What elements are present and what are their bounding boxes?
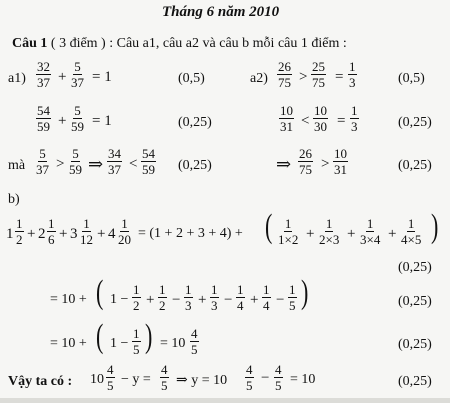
b-l3-result-frac: $\frac{4}{5}$ bbox=[191, 326, 198, 357]
a1-label: a1) bbox=[8, 71, 26, 86]
b-l1-mid: = (1 + 2 + 3 + 4) + bbox=[138, 226, 243, 241]
a2-l1-frac2: $\frac{25}{75}$ bbox=[312, 59, 325, 90]
b-l1-m1-frac: $\frac{1}{2}$ bbox=[16, 216, 23, 247]
a2-l3-op: > bbox=[321, 156, 330, 172]
b-l2-rparen: ) bbox=[301, 274, 309, 311]
a2-l3-frac1: $\frac{26}{75}$ bbox=[299, 146, 312, 177]
b-l3-eq: = 10 bbox=[160, 336, 186, 351]
b-l2-f3: $\frac{1}{3}$ bbox=[185, 282, 192, 313]
b-l4-end: = 10 bbox=[290, 372, 316, 387]
a1-l3-frac2: $\frac{5}{59}$ bbox=[69, 146, 82, 177]
b-l2-one: 1 − bbox=[110, 292, 129, 307]
a2-l2-frac3: $\frac{1}{3}$ bbox=[351, 103, 358, 134]
a2-l1-op1: > bbox=[299, 69, 308, 85]
b-l2-s4: − bbox=[224, 292, 233, 308]
a1-l2-rhs: = 1 bbox=[92, 113, 112, 129]
question-label: Câu 1 bbox=[12, 36, 48, 51]
b-l1-tplus1: + bbox=[306, 226, 315, 242]
a2-l1-score: (0,5) bbox=[398, 71, 425, 86]
b-label: b) bbox=[8, 192, 20, 207]
a1-l2-frac1: $\frac{54}{59}$ bbox=[37, 103, 50, 134]
a1-l3-score: (0,25) bbox=[178, 158, 212, 173]
b-l3-score: (0,25) bbox=[398, 337, 432, 352]
a2-l3-score: (0,25) bbox=[398, 158, 432, 173]
a1-l3-op2: < bbox=[129, 156, 138, 172]
a2-l2-score: (0,25) bbox=[398, 115, 432, 130]
b-l2-s2: − bbox=[172, 292, 181, 308]
a1-l2-score: (0,25) bbox=[178, 115, 212, 130]
b-l1-m4-int: 4 bbox=[108, 226, 116, 242]
a1-l1-frac1: $\frac{32}{37}$ bbox=[37, 59, 50, 90]
b-l3-frac: $\frac{1}{5}$ bbox=[133, 326, 140, 357]
a1-l3-implies: ⇒ bbox=[88, 154, 104, 174]
a1-l3-op1: > bbox=[56, 156, 65, 172]
b-l3-rparen: ) bbox=[145, 318, 153, 355]
a1-l1-frac2: $\frac{5}{37}$ bbox=[71, 59, 84, 90]
b-l1-tplus2: + bbox=[347, 226, 356, 242]
b-l2-s5: + bbox=[250, 292, 259, 308]
b-l2-f2: $\frac{1}{2}$ bbox=[159, 282, 166, 313]
question-points: ( 3 điểm ) : Câu a1, câu a2 và câu b mỗi câu 1 điểm : bbox=[47, 36, 347, 51]
question-header bbox=[12, 36, 347, 52]
b-l1-term2: $\frac{1}{2\times 3}$ bbox=[319, 216, 340, 247]
b-l2-s6: − bbox=[276, 292, 285, 308]
b-l2-lead: = 10 + bbox=[50, 292, 87, 307]
a1-l1-score: (0,5) bbox=[178, 71, 205, 86]
b-l3-lparen: ( bbox=[96, 318, 104, 355]
b-l3-inner: 1 − bbox=[110, 336, 129, 351]
a2-label: a2) bbox=[250, 71, 268, 86]
b-l2-s3: + bbox=[198, 292, 207, 308]
b-l2-f6: $\frac{1}{4}$ bbox=[263, 282, 270, 313]
a2-l2-frac1: $\frac{10}{31}$ bbox=[280, 103, 293, 134]
b-l4-mid1: − y = bbox=[121, 372, 151, 387]
b-l4-lead: Vậy ta có : bbox=[8, 374, 73, 389]
b-l1-m3-int: 3 bbox=[70, 226, 78, 242]
a1-l2-frac2: $\frac{5}{59}$ bbox=[71, 103, 84, 134]
a2-l3-frac2: $\frac{10}{31}$ bbox=[334, 146, 347, 177]
page-title: Tháng 6 năm 2010 bbox=[162, 4, 280, 20]
a1-l3-frac3: $\frac{34}{37}$ bbox=[108, 146, 121, 177]
page-bottom-edge bbox=[0, 398, 450, 403]
b-l1-m2-int: 2 bbox=[38, 226, 46, 242]
a1-l1-op: + bbox=[58, 69, 67, 85]
b-l4-a: 10 bbox=[90, 372, 104, 387]
a2-l2-op1: < bbox=[301, 113, 310, 129]
a1-l3-frac4: $\frac{54}{59}$ bbox=[142, 146, 155, 177]
a2-l1-frac1: $\frac{26}{75}$ bbox=[278, 59, 291, 90]
b-l1-score: (0,25) bbox=[398, 260, 432, 275]
b-l1-term1: $\frac{1}{1\times 2}$ bbox=[278, 216, 299, 247]
a2-l1-frac3: $\frac{1}{3}$ bbox=[349, 59, 356, 90]
b-l4-df: $\frac{4}{5}$ bbox=[275, 362, 282, 393]
a1-l2-op: + bbox=[58, 113, 67, 129]
b-l4-af: $\frac{4}{5}$ bbox=[107, 362, 114, 393]
b-l1-plus3: + bbox=[97, 226, 106, 242]
b-l1-term4: $\frac{1}{4\times 5}$ bbox=[401, 216, 422, 247]
b-l2-f4: $\frac{1}{3}$ bbox=[211, 282, 218, 313]
a2-l1-op2: = bbox=[335, 69, 344, 85]
b-l4-score: (0,25) bbox=[398, 374, 432, 389]
a2-l3-implies: ⇒ bbox=[276, 154, 292, 174]
a2-l2-op2: = bbox=[337, 113, 346, 129]
b-l2-f1: $\frac{1}{2}$ bbox=[133, 282, 140, 313]
b-l4-imp: ⇒ y = 10 bbox=[176, 373, 228, 388]
a2-l2-frac2: $\frac{10}{30}$ bbox=[314, 103, 327, 134]
b-l4-cf: $\frac{4}{5}$ bbox=[246, 362, 253, 393]
b-l2-s1: + bbox=[146, 292, 155, 308]
b-l3-lead: = 10 + bbox=[50, 336, 87, 351]
b-l1-term3: $\frac{1}{3\times 4}$ bbox=[360, 216, 381, 247]
b-l2-f7: $\frac{1}{5}$ bbox=[289, 282, 296, 313]
b-l4-bf: $\frac{4}{5}$ bbox=[161, 362, 168, 393]
b-l1-m2-frac: $\frac{1}{6}$ bbox=[48, 216, 55, 247]
b-l1-lparen: ( bbox=[265, 208, 273, 245]
b-l1-rparen: ) bbox=[431, 208, 439, 245]
a1-l3-prefix: mà bbox=[8, 158, 26, 173]
b-l4-minus: − bbox=[261, 370, 270, 386]
b-l2-score: (0,25) bbox=[398, 294, 432, 309]
b-l1-plus2: + bbox=[59, 226, 68, 242]
b-l2-lparen: ( bbox=[96, 274, 104, 311]
b-l1-m1-int: 1 bbox=[6, 226, 14, 242]
b-l2-f5: $\frac{1}{4}$ bbox=[237, 282, 244, 313]
b-l1-m4-frac: $\frac{1}{20}$ bbox=[118, 216, 131, 247]
b-l1-plus1: + bbox=[27, 226, 36, 242]
b-l1-m3-frac: $\frac{1}{12}$ bbox=[80, 216, 93, 247]
b-l1-tplus3: + bbox=[388, 226, 397, 242]
a1-l1-rhs: = 1 bbox=[92, 69, 112, 85]
a1-l3-frac1: $\frac{5}{37}$ bbox=[36, 146, 49, 177]
